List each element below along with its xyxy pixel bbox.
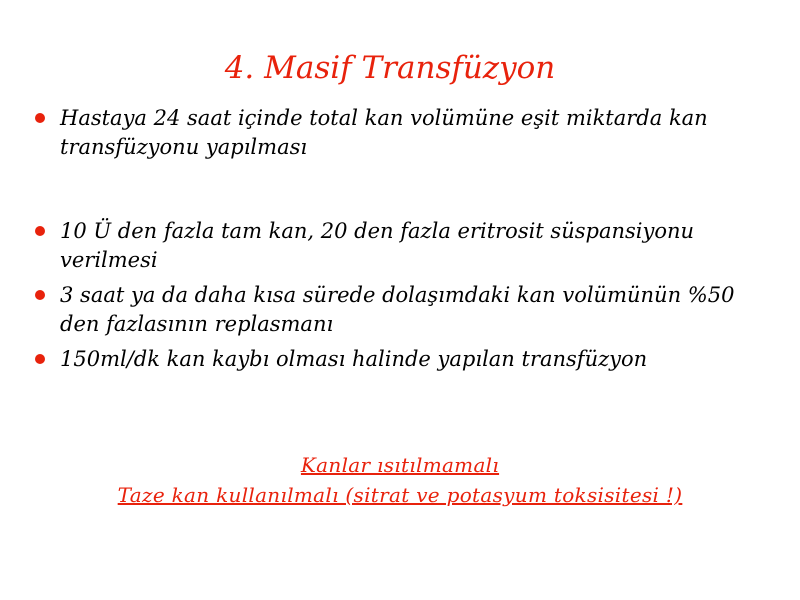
- bullet-text: 10 Ü den fazla tam kan, 20 den fazla eritrosit süspansiyonu verilmesi: [60, 219, 695, 272]
- footer-note-warming: Kanlar ısıtılmamalı: [300, 453, 500, 477]
- bullet-dot-icon: [35, 290, 45, 300]
- bullet-dot-icon: [35, 226, 45, 236]
- bullet-text: 150ml/dk kan kaybı olması halinde yapılan transfüzyon: [60, 347, 648, 371]
- bullet-item: [32, 217, 772, 275]
- bullet-dot-icon: [35, 113, 45, 123]
- bullet-item: [32, 345, 772, 374]
- bullet-text: Hastaya 24 saat içinde total kan volümüne eşit miktarda kan transfüzyonu yapılması: [60, 106, 708, 159]
- bullet-list: [32, 104, 772, 374]
- footer-notes: [0, 450, 800, 510]
- bullet-item: [32, 281, 772, 339]
- slide-title: 4. Masif Transfüzyon: [224, 50, 556, 86]
- footer-note-fresh-blood: Taze kan kullanılmalı (sitrat ve potasyum toksisitesi !): [117, 483, 683, 507]
- bullet-dot-icon: [35, 354, 45, 364]
- bullet-text: 3 saat ya da daha kısa sürede dolaşımdaki kan volümünün %50 den fazlasının replasmanı: [60, 283, 735, 336]
- bullet-item: [32, 104, 772, 162]
